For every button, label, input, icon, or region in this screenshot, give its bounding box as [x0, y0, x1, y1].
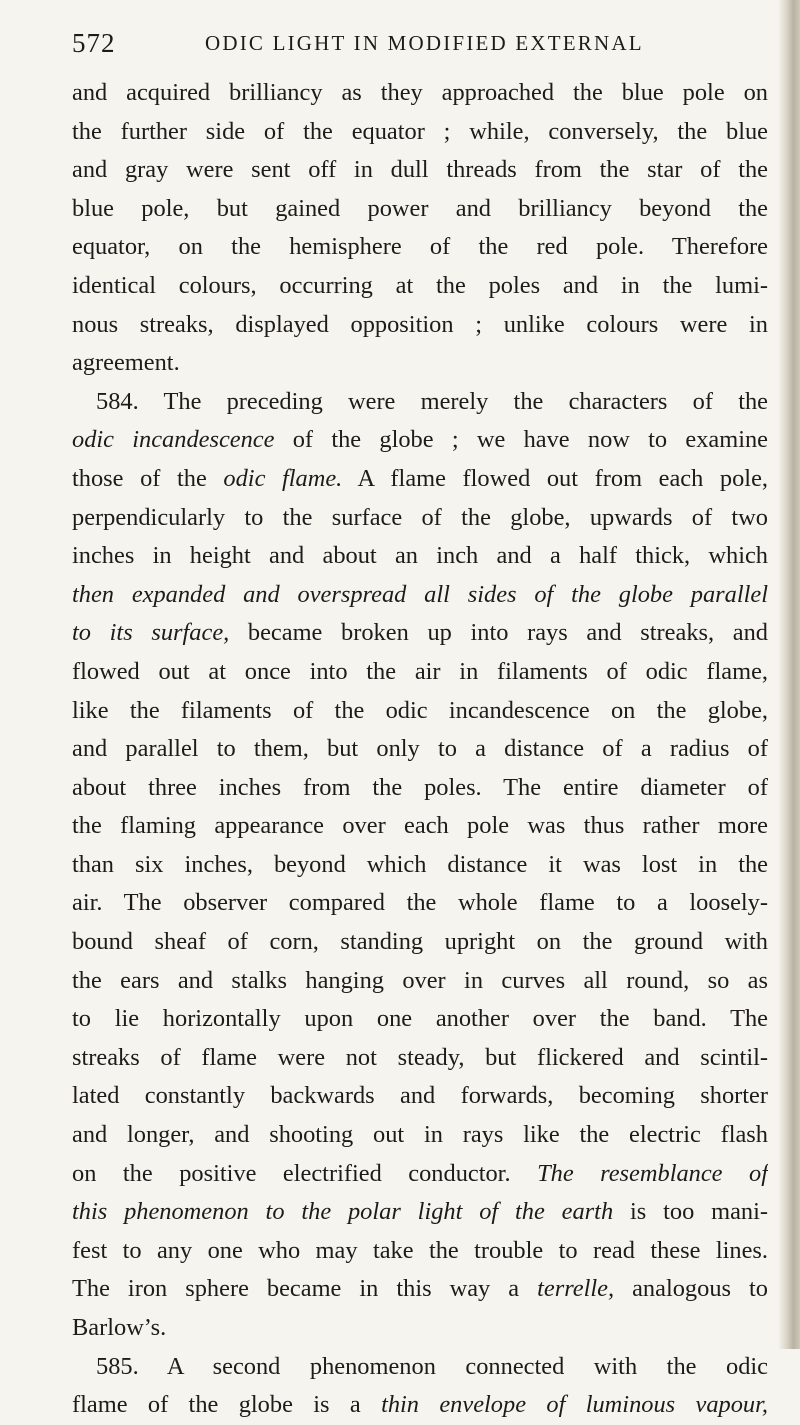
text-line: [72, 151, 768, 190]
text-line: [72, 267, 768, 306]
text-line: [72, 421, 768, 460]
text-segment: bound sheaf of corn, standing upright on the ground with: [72, 928, 768, 956]
text-line: [72, 1309, 768, 1348]
text-segment: air. The observer compared the whole flame to a loosely-: [72, 889, 768, 917]
italic-text: odic incandescence: [72, 426, 275, 454]
text-segment: agreement.: [72, 349, 180, 377]
text-line: [72, 884, 768, 923]
text-segment: perpendicularly to the surface of the globe, upwards of two: [72, 503, 768, 531]
text-line: [72, 306, 768, 345]
text-line: [72, 1232, 768, 1271]
text-line: [72, 460, 768, 499]
text-segment: and parallel to them, but only to a distance of a radius of: [72, 735, 768, 763]
text-line: [72, 228, 768, 267]
text-line: [72, 846, 768, 885]
text-line: [72, 537, 768, 576]
italic-text: to its surface,: [72, 619, 230, 647]
text-line: [72, 923, 768, 962]
text-line: [72, 962, 768, 1001]
text-line: [72, 807, 768, 846]
text-segment: became broken up into rays and streaks, and: [229, 619, 768, 647]
text-line: [72, 74, 768, 113]
text-segment: flame of the globe is a: [72, 1391, 382, 1419]
text-segment: A flame flowed out from each pole,: [342, 464, 768, 492]
text-line: [72, 614, 768, 653]
page-header: [72, 28, 772, 68]
text-segment: and longer, and shooting out in rays like the electric flash: [72, 1121, 768, 1149]
text-segment: the ears and stalks hanging over in curves all round, so as: [72, 966, 768, 994]
text-segment: is too mani-: [613, 1198, 768, 1226]
text-line: [72, 576, 768, 615]
text-segment: fest to any one who may take the trouble to read these lines.: [72, 1236, 768, 1264]
italic-text: The resemblance of: [537, 1159, 768, 1187]
text-line: [72, 1270, 768, 1309]
text-line: [72, 113, 768, 152]
text-segment: lated constantly backwards and forwards, becoming shorter: [72, 1082, 768, 1110]
text-line: [72, 1116, 768, 1155]
text-line: [72, 692, 768, 731]
text-line: [72, 1386, 768, 1425]
text-segment: inches in height and about an inch and a half thick, which: [72, 542, 768, 570]
body-text: [72, 74, 768, 1425]
text-segment: and gray were sent off in dull threads from the star of the: [72, 156, 768, 184]
italic-text: then expanded and overspread all sides of the globe parallel: [72, 580, 768, 608]
text-line: [72, 1193, 768, 1232]
running-head: ODIC LIGHT IN MODIFIED EXTERNAL: [205, 31, 644, 55]
text-segment: The iron sphere became in this way a: [72, 1275, 538, 1303]
text-segment: nous streaks, displayed opposition ; unlike colours were in: [72, 310, 768, 338]
text-segment: identical colours, occurring at the poles and in the lumi-: [72, 271, 768, 299]
text-segment: like the filaments of the odic incandescence on the globe,: [72, 696, 768, 724]
text-segment: blue pole, but gained power and brilliancy beyond the: [72, 194, 768, 222]
text-line: [72, 730, 768, 769]
text-segment: of the globe ; we have now to examine: [274, 426, 768, 454]
text-segment: to lie horizontally upon one another over the band. The: [72, 1005, 768, 1033]
text-segment: 585. A second phenomenon connected with the odic: [96, 1352, 768, 1380]
text-line: [72, 190, 768, 229]
text-line: [72, 1155, 768, 1194]
text-line: [72, 499, 768, 538]
text-segment: analogous to: [614, 1275, 768, 1303]
text-segment: on the positive electrified conductor.: [72, 1159, 538, 1187]
text-segment: about three inches from the poles. The entire diameter of: [72, 773, 768, 801]
text-segment: the further side of the equator ; while, conversely, the blue: [72, 117, 768, 145]
text-line: [72, 344, 768, 383]
text-line: [72, 1000, 768, 1039]
page-edge-shadow: [778, 0, 800, 1349]
text-line: [72, 653, 768, 692]
text-line: [72, 1077, 768, 1116]
text-segment: and acquired brilliancy as they approached the blue pole on: [72, 79, 768, 106]
text-line: [72, 1348, 768, 1387]
italic-text: odic flame.: [223, 464, 343, 492]
text-segment: flowed out at once into the air in filaments of odic flame,: [72, 657, 768, 685]
italic-text: this phenomenon to the polar light of the earth: [72, 1198, 614, 1226]
text-line: [72, 769, 768, 808]
text-segment: Barlow’s.: [72, 1314, 167, 1341]
italic-text: terrelle,: [537, 1275, 615, 1303]
text-segment: streaks of flame were not steady, but flickered and scintil-: [72, 1043, 768, 1071]
text-segment: than six inches, beyond which distance it was lost in the: [72, 850, 768, 878]
text-segment: those of the: [72, 464, 224, 492]
page-number: 572: [72, 28, 116, 58]
text-segment: 584. The preceding were merely the characters of the: [96, 387, 768, 415]
text-line: [72, 1039, 768, 1078]
text-segment: the flaming appearance over each pole was thus rather more: [72, 812, 768, 840]
text-line: [72, 383, 768, 422]
italic-text: thin envelope of luminous vapour,: [381, 1391, 768, 1419]
text-segment: equator, on the hemisphere of the red pole. Therefore: [72, 233, 768, 261]
